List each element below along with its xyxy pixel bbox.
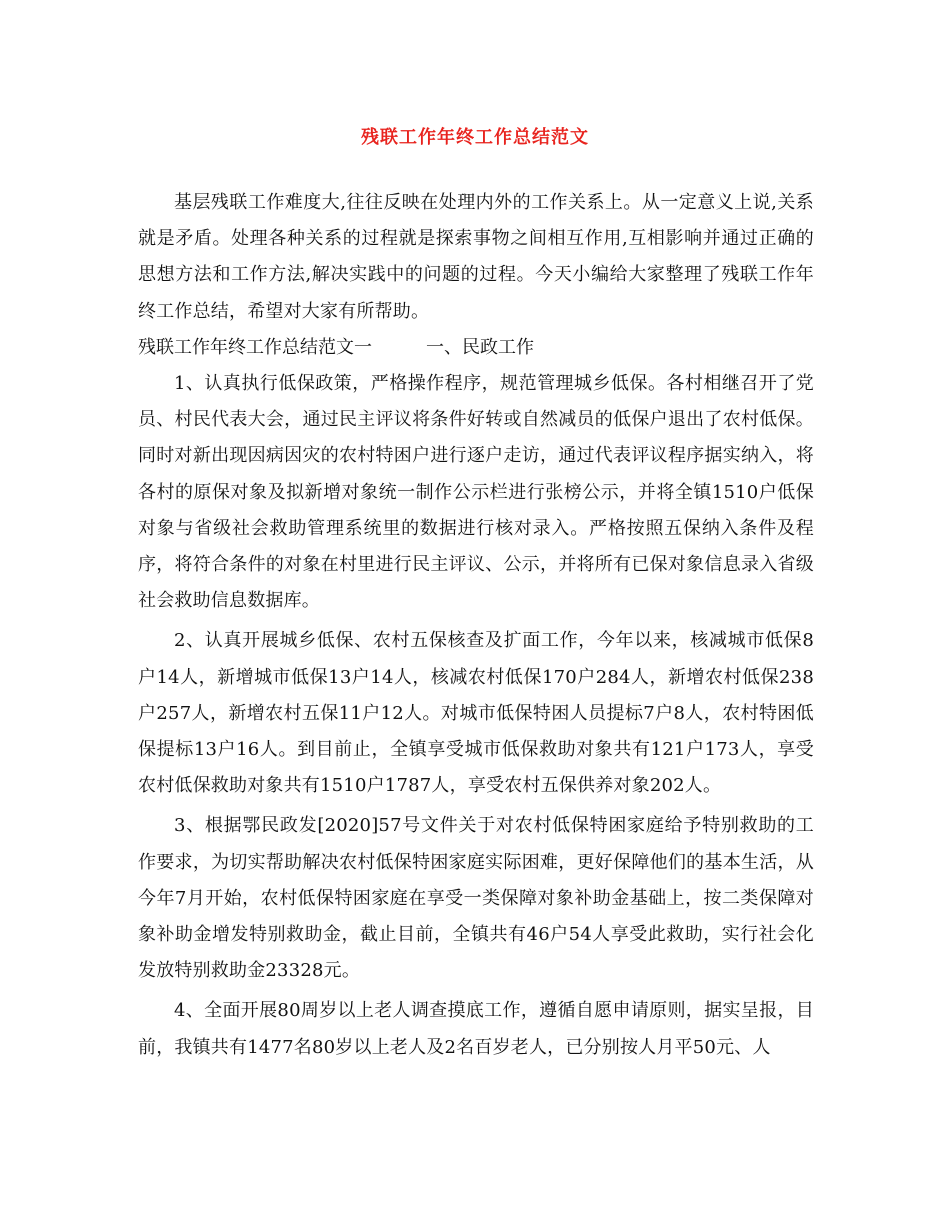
body-paragraph-2: 2、认真开展城乡低保、农村五保核查及扩面工作，今年以来，核减城市低保8户14人，新增城市低保13户14人，核减农村低保170户284人，新增农村低保238户257人，新增农村五保11户12人。对城市低保特困人员提标7户8人，农村特困低保提标13户16人。到目前止，全镇享受城市低保救助对象共有121户173人，享受农村低保救助对象共有1510户1787人，享受农村五保供养对象202人。 [138,630,814,797]
document-body [138,185,814,1066]
body-paragraph-3: 3、根据鄂民政发[2020]57号文件关于对农村低保特困家庭给予特别救助的工作要求，为切实帮助解决农村低保特困家庭实际困难，更好保障他们的基本生活，从今年7月开始，农村低保特困家庭在享受一类保障对象补助金基础上，按二类保障对象补助金增发特别救助金，截止目前，全镇共有46户54人享受此救助，实行社会化发放特别救助金23328元。 [138,815,814,982]
document-title: 残联工作年终工作总结范文 [361,127,589,148]
body-paragraph-4: 4、全面开展80周岁以上老人调查摸底工作，遵循自愿申请原则，据实呈报，目前，我镇共有1477名80岁以上老人及2名百岁老人，已分别按人月平50元、人 [138,1000,814,1058]
body-paragraph-1: 1、认真执行低保政策，严格操作程序，规范管理城乡低保。各村相继召开了党员、村民代表大会，通过民主评议将条件好转或自然减员的低保户退出了农村低保。同时对新出现因病因灾的农村特困户进行逐户走访，通过代表评议程序据实纳入，将各村的原保对象及拟新增对象统一制作公示栏进行张榜公示，并将全镇1510户低保对象与省级社会救助管理系统里的数据进行核对录入。严格按照五保纳入条件及程序，将符合条件的对象在村里进行民主评议、公示，并将所有已保对象信息录入省级社会救助信息数据库。 [138,373,814,612]
section-heading: 残联工作年终工作总结范文一 一、民政工作 [138,336,534,358]
intro-paragraph: 基层残联工作难度大,往往反映在处理内外的工作关系上。从一定意义上说,关系就是矛盾。处理各种关系的过程就是探索事物之间相互作用,互相影响并通过正确的思想方法和工作方法,解决实践中的问题的过程。今天小编给大家整理了残联工作年终工作总结，希望对大家有所帮助。 [138,192,814,322]
